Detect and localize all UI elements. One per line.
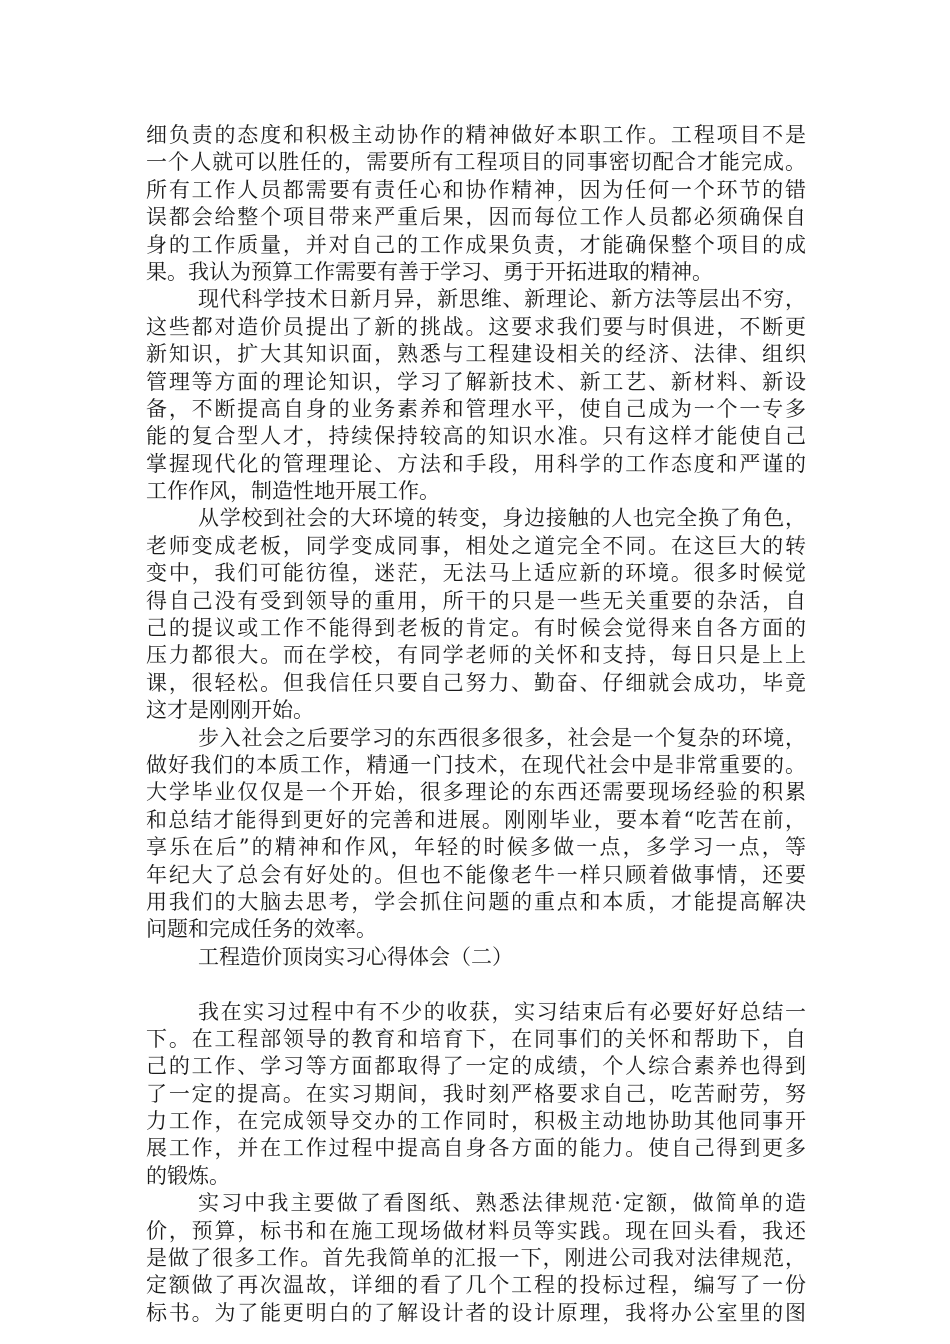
text-line: 和总结才能得到更好的完善和进展。刚刚毕业，要本着“吃苦在前， xyxy=(146,807,806,832)
text-line: 力工作，在完成领导交办的工作同时，积极主动地协助其他同事开 xyxy=(146,1109,806,1134)
text-line: 价，预算，标书和在施工现场做材料员等实践。现在回头看，我还 xyxy=(146,1218,806,1243)
text-line: 备，不断提高自身的业务素养和管理水平，使自己成为一个一专多 xyxy=(146,396,806,421)
text-line: 用我们的大脑去思考，学会抓住问题的重点和本质，才能提高解决 xyxy=(146,889,806,914)
document-body xyxy=(146,122,806,1327)
text-line: 己的工作、学习等方面都取得了一定的成绩，个人综合素养也得到 xyxy=(146,1054,806,1079)
text-line: 年纪大了总会有好处的。但也不能像老牛一样只顾着做事情，还要 xyxy=(146,862,806,887)
text-line: 能的复合型人才，持续保持较高的知识水准。只有这样才能使自己 xyxy=(146,424,806,449)
text-line: 新知识，扩大其知识面，熟悉与工程建设相关的经济、法律、组织 xyxy=(146,342,806,367)
text-line: 管理等方面的理论知识，学习了解新技术、新工艺、新材料、新设 xyxy=(146,369,806,394)
text-line: 所有工作人员都需要有责任心和协作精神，因为任何一个环节的错 xyxy=(146,177,806,202)
text-line: 一个人就可以胜任的，需要所有工程项目的同事密切配合才能完成。 xyxy=(146,150,806,175)
text-line: 身的工作质量，并对自己的工作成果负责，才能确保整个项目的成 xyxy=(146,232,806,257)
text-line: 定额做了再次温故，详细的看了几个工程的投标过程，编写了一份 xyxy=(146,1273,806,1298)
text-line: 享乐在后”的精神和作风，年轻的时候多做一点，多学习一点，等 xyxy=(146,835,806,860)
text-line: 大学毕业仅仅是一个开始，很多理论的东西还需要现场经验的积累 xyxy=(146,780,806,805)
text-line: 实习中我主要做了看图纸、熟悉法律规范·定额，做简单的造 xyxy=(198,1191,806,1216)
text-line: 工作作风，制造性地开展工作。 xyxy=(146,479,440,504)
text-line: 展工作，并在工作过程中提高自身各方面的能力。使自己得到更多 xyxy=(146,1136,806,1161)
text-line: 的锻炼。 xyxy=(146,1163,230,1188)
text-line: 下。在工程部领导的教育和培育下，在同事们的关怀和帮助下，自 xyxy=(146,1026,806,1051)
text-line: 老师变成老板，同学变成同事，相处之道完全不同。在这巨大的转 xyxy=(146,533,806,558)
text-line: 做好我们的本质工作，精通一门技术，在现代社会中是非常重要的。 xyxy=(146,752,806,777)
text-line: 步入社会之后要学习的东西很多很多，社会是一个复杂的环境， xyxy=(198,725,806,750)
text-line: 果。我认为预算工作需要有善于学习、勇于开拓进取的精神。 xyxy=(146,259,713,284)
text-line: 己的提议或工作不能得到老板的肯定。有时候会觉得来自各方面的 xyxy=(146,616,806,641)
blank-line xyxy=(146,971,806,998)
text-line: 掌握现代化的管理理论、方法和手段，用科学的工作态度和严谨的 xyxy=(146,451,806,476)
text-line: 了一定的提高。在实习期间，我时刻严格要求自己，吃苦耐劳，努 xyxy=(146,1081,806,1106)
text-line: 现代科学技术日新月异，新思维、新理论、新方法等层出不穷， xyxy=(198,287,806,312)
section-title: 工程造价顶岗实习心得体会（二） xyxy=(198,944,513,969)
text-line: 我在实习过程中有不少的收获，实习结束后有必要好好总结一 xyxy=(198,999,806,1024)
text-line: 误都会给整个项目带来严重后果，因而每位工作人员都必须确保自 xyxy=(146,205,806,230)
text-line: 得自己没有受到领导的重用，所干的只是一些无关重要的杂活，自 xyxy=(146,588,806,613)
text-line: 这才是刚刚开始。 xyxy=(146,698,314,723)
text-line: 是做了很多工作。首先我简单的汇报一下，刚进公司我对法律规范， xyxy=(146,1246,806,1271)
text-line: 压力都很大。而在学校，有同学老师的关怀和支持，每日只是上上 xyxy=(146,643,806,668)
text-line: 这些都对造价员提出了新的挑战。这要求我们要与时俱进，不断更 xyxy=(146,314,806,339)
text-line: 细负责的态度和积极主动协作的精神做好本职工作。工程项目不是 xyxy=(146,123,806,147)
text-line: 从学校到社会的大环境的转变，身边接触的人也完全换了角色， xyxy=(198,506,806,531)
text-line: 变中，我们可能彷徨，迷茫，无法马上适应新的环境。很多时候觉 xyxy=(146,561,806,586)
text-line: 标书。为了能更明白的了解设计者的设计原理，我将办公室里的图 xyxy=(146,1300,806,1325)
text-line: 问题和完成任务的效率。 xyxy=(146,917,377,942)
text-line: 课，很轻松。但我信任只要自己努力、勤奋、仔细就会成功，毕竟 xyxy=(146,670,806,695)
